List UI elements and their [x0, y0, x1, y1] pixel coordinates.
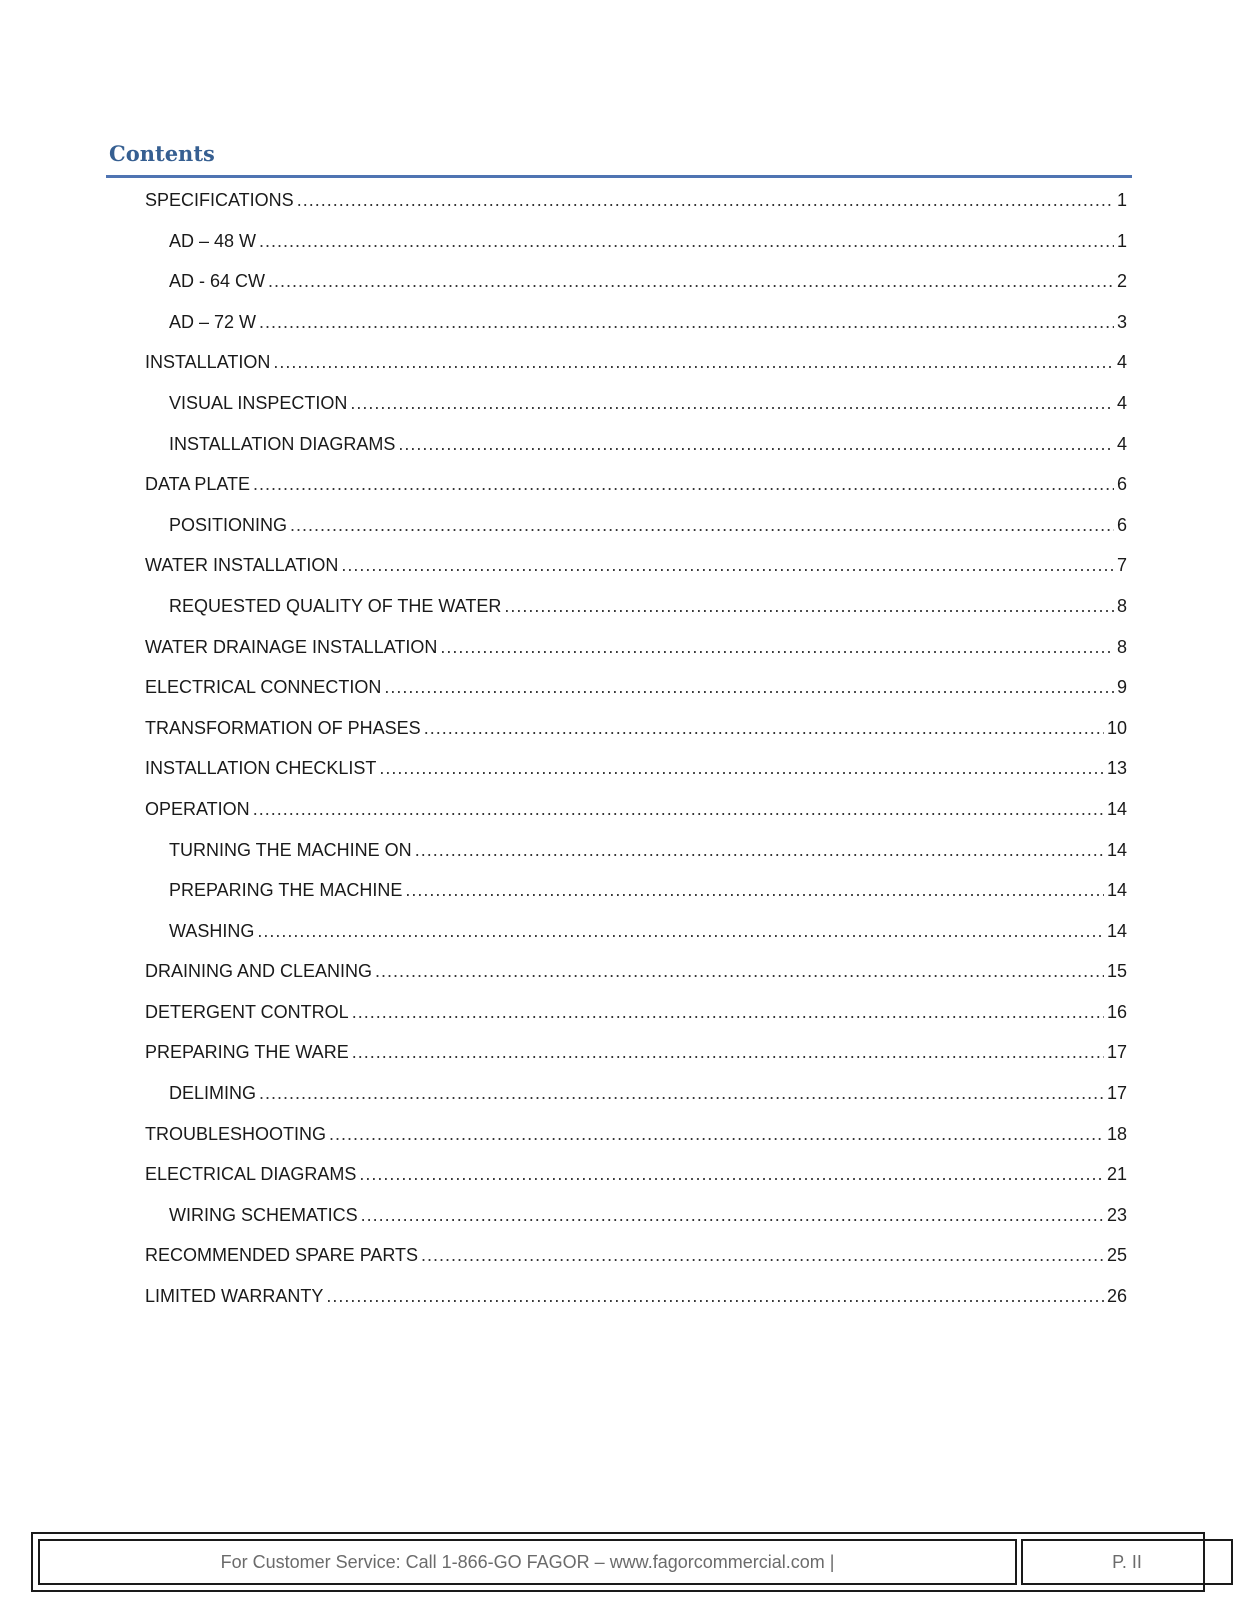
- toc-entry-page: 17: [1106, 1042, 1127, 1063]
- dot-leader: [359, 1163, 1104, 1185]
- toc-entry-title: DRAINING AND CLEANING: [145, 961, 373, 982]
- toc-entry-page: 16: [1106, 1001, 1127, 1022]
- toc-entry[interactable]: [0, 1041, 1237, 1082]
- dot-leader: [352, 1041, 1104, 1063]
- footer: [31, 1532, 1205, 1592]
- dot-leader: [504, 595, 1114, 617]
- dot-leader: [375, 960, 1104, 982]
- toc-entry-page: 15: [1106, 961, 1127, 982]
- toc-entry[interactable]: [0, 473, 1237, 514]
- toc-entry-page: 2: [1116, 271, 1127, 292]
- toc-entry-title: TURNING THE MACHINE ON: [169, 839, 412, 860]
- toc-entry-title: OPERATION: [145, 798, 250, 819]
- dot-leader: [273, 351, 1114, 373]
- toc-entry-title: RECOMMENDED SPARE PARTS: [145, 1245, 419, 1266]
- toc-entry[interactable]: [0, 189, 1237, 230]
- dot-leader: [297, 189, 1114, 211]
- toc-entry-title: PREPARING THE MACHINE: [169, 880, 403, 901]
- toc-entry[interactable]: [0, 676, 1237, 717]
- dot-leader: [415, 839, 1104, 861]
- toc-entry[interactable]: [0, 717, 1237, 758]
- toc-entry-title: VISUAL INSPECTION: [169, 392, 348, 413]
- toc-entry-title: DETERGENT CONTROL: [145, 1001, 349, 1022]
- toc-entry-title: ELECTRICAL DIAGRAMS: [145, 1164, 357, 1185]
- toc-entry[interactable]: [0, 1001, 1237, 1042]
- footer-customer-service: [38, 1539, 1017, 1585]
- dot-leader: [326, 1285, 1104, 1307]
- toc-entry-page: 10: [1106, 717, 1127, 738]
- toc-entry-page: 14: [1106, 880, 1127, 901]
- dot-leader: [398, 433, 1114, 455]
- toc-entry-title: INSTALLATION DIAGRAMS: [169, 433, 396, 454]
- toc-entry-page: 1: [1116, 230, 1127, 251]
- toc-entry[interactable]: [0, 1123, 1237, 1164]
- toc-entry-page: 1: [1116, 190, 1127, 210]
- toc-entry[interactable]: [0, 433, 1237, 474]
- dot-leader: [341, 554, 1114, 576]
- toc-entry-title: ELECTRICAL CONNECTION: [145, 677, 382, 698]
- toc-entry[interactable]: [0, 960, 1237, 1001]
- toc-entry-title: POSITIONING: [169, 514, 288, 535]
- toc-entry[interactable]: [0, 595, 1237, 636]
- toc-entry-page: 4: [1116, 352, 1127, 373]
- toc-entry-page: 13: [1106, 758, 1127, 779]
- footer-page-number: [1021, 1539, 1233, 1585]
- toc-entry-page: 14: [1106, 798, 1127, 819]
- dot-leader: [421, 1244, 1104, 1266]
- toc-entry-page: 23: [1106, 1204, 1127, 1225]
- footer-page-label: P. II: [1112, 1551, 1142, 1572]
- dot-leader: [440, 636, 1114, 658]
- dot-leader: [259, 311, 1114, 333]
- toc-entry[interactable]: [0, 514, 1237, 555]
- toc-entry[interactable]: [0, 839, 1237, 880]
- toc-entry-page: 14: [1106, 839, 1127, 860]
- dot-leader: [329, 1123, 1104, 1145]
- toc-entry[interactable]: [0, 1082, 1237, 1123]
- toc-entry-page: 4: [1116, 433, 1127, 454]
- dot-leader: [352, 1001, 1104, 1023]
- toc-entry-page: 6: [1116, 474, 1127, 495]
- toc-entry-title: DATA PLATE: [145, 474, 251, 495]
- dot-leader: [253, 798, 1104, 820]
- toc-entry-title: WASHING: [169, 920, 255, 941]
- dot-leader: [257, 920, 1104, 942]
- toc-entry-title: AD – 48 W: [169, 230, 257, 251]
- footer-customer-service-text: For Customer Service: Call 1-866-GO FAGOR – www.fagorcommercial.com |: [220, 1551, 835, 1572]
- toc-entry-title: WIRING SCHEMATICS: [169, 1204, 358, 1225]
- toc-entry[interactable]: [0, 920, 1237, 961]
- toc-entry[interactable]: [0, 554, 1237, 595]
- dot-leader: [384, 676, 1114, 698]
- dot-leader: [259, 230, 1114, 252]
- toc-entry-title: LIMITED WARRANTY: [145, 1286, 324, 1307]
- toc-entry-page: 7: [1116, 555, 1127, 576]
- toc-entry-title: SPECIFICATIONS: [145, 190, 294, 210]
- toc-entry-title: WATER INSTALLATION: [145, 555, 339, 576]
- toc-entry-page: 18: [1106, 1123, 1127, 1144]
- toc-entry[interactable]: [0, 351, 1237, 392]
- toc-entry[interactable]: [0, 1204, 1237, 1245]
- toc-entry-title: WATER DRAINAGE INSTALLATION: [145, 636, 438, 657]
- toc-entry[interactable]: [0, 270, 1237, 311]
- toc-entry-title: DELIMING: [169, 1083, 257, 1104]
- toc-entry[interactable]: [0, 1285, 1237, 1326]
- toc-entry-page: 14: [1106, 920, 1127, 941]
- toc-entry-page: 4: [1116, 392, 1127, 413]
- toc-entry[interactable]: [0, 1163, 1237, 1204]
- toc-entry[interactable]: [0, 757, 1237, 798]
- toc-list: [0, 189, 1237, 1326]
- toc-entry-title: AD - 64 CW: [169, 271, 266, 292]
- toc-heading: Contents: [109, 141, 215, 166]
- toc-entry-title: INSTALLATION CHECKLIST: [145, 758, 377, 779]
- toc-entry-page: 8: [1116, 636, 1127, 657]
- toc-entry[interactable]: [0, 1244, 1237, 1285]
- toc-entry-title: TRANSFORMATION OF PHASES: [145, 717, 421, 738]
- toc-entry[interactable]: [0, 230, 1237, 271]
- toc-entry-title: TROUBLESHOOTING: [145, 1123, 327, 1144]
- dot-leader: [379, 757, 1104, 779]
- toc-entry[interactable]: [0, 392, 1237, 433]
- dot-leader: [268, 270, 1114, 292]
- toc-entry[interactable]: [0, 311, 1237, 352]
- toc-entry-page: 17: [1106, 1083, 1127, 1104]
- toc-entry-page: 8: [1116, 595, 1127, 616]
- toc-entry-page: 26: [1106, 1286, 1127, 1307]
- dot-leader: [424, 717, 1104, 739]
- toc-entry[interactable]: [0, 636, 1237, 677]
- dot-leader: [259, 1082, 1104, 1104]
- toc-entry-page: 6: [1116, 514, 1127, 535]
- toc-entry-title: PREPARING THE WARE: [145, 1042, 349, 1063]
- dot-leader: [350, 392, 1114, 414]
- toc-entry-page: 25: [1106, 1245, 1127, 1266]
- toc-entry-title: INSTALLATION: [145, 352, 271, 373]
- toc-entry[interactable]: [0, 798, 1237, 839]
- toc-entry[interactable]: [0, 879, 1237, 920]
- toc-entry-page: 21: [1106, 1164, 1127, 1185]
- toc-entry-page: 9: [1116, 677, 1127, 698]
- toc-entry-title: AD – 72 W: [169, 311, 257, 332]
- dot-leader: [253, 473, 1114, 495]
- heading-underline: [106, 175, 1132, 178]
- dot-leader: [361, 1204, 1104, 1226]
- toc-entry-title: REQUESTED QUALITY OF THE WATER: [169, 595, 502, 616]
- dot-leader: [290, 514, 1114, 536]
- dot-leader: [405, 879, 1104, 901]
- toc-entry-page: 3: [1116, 311, 1127, 332]
